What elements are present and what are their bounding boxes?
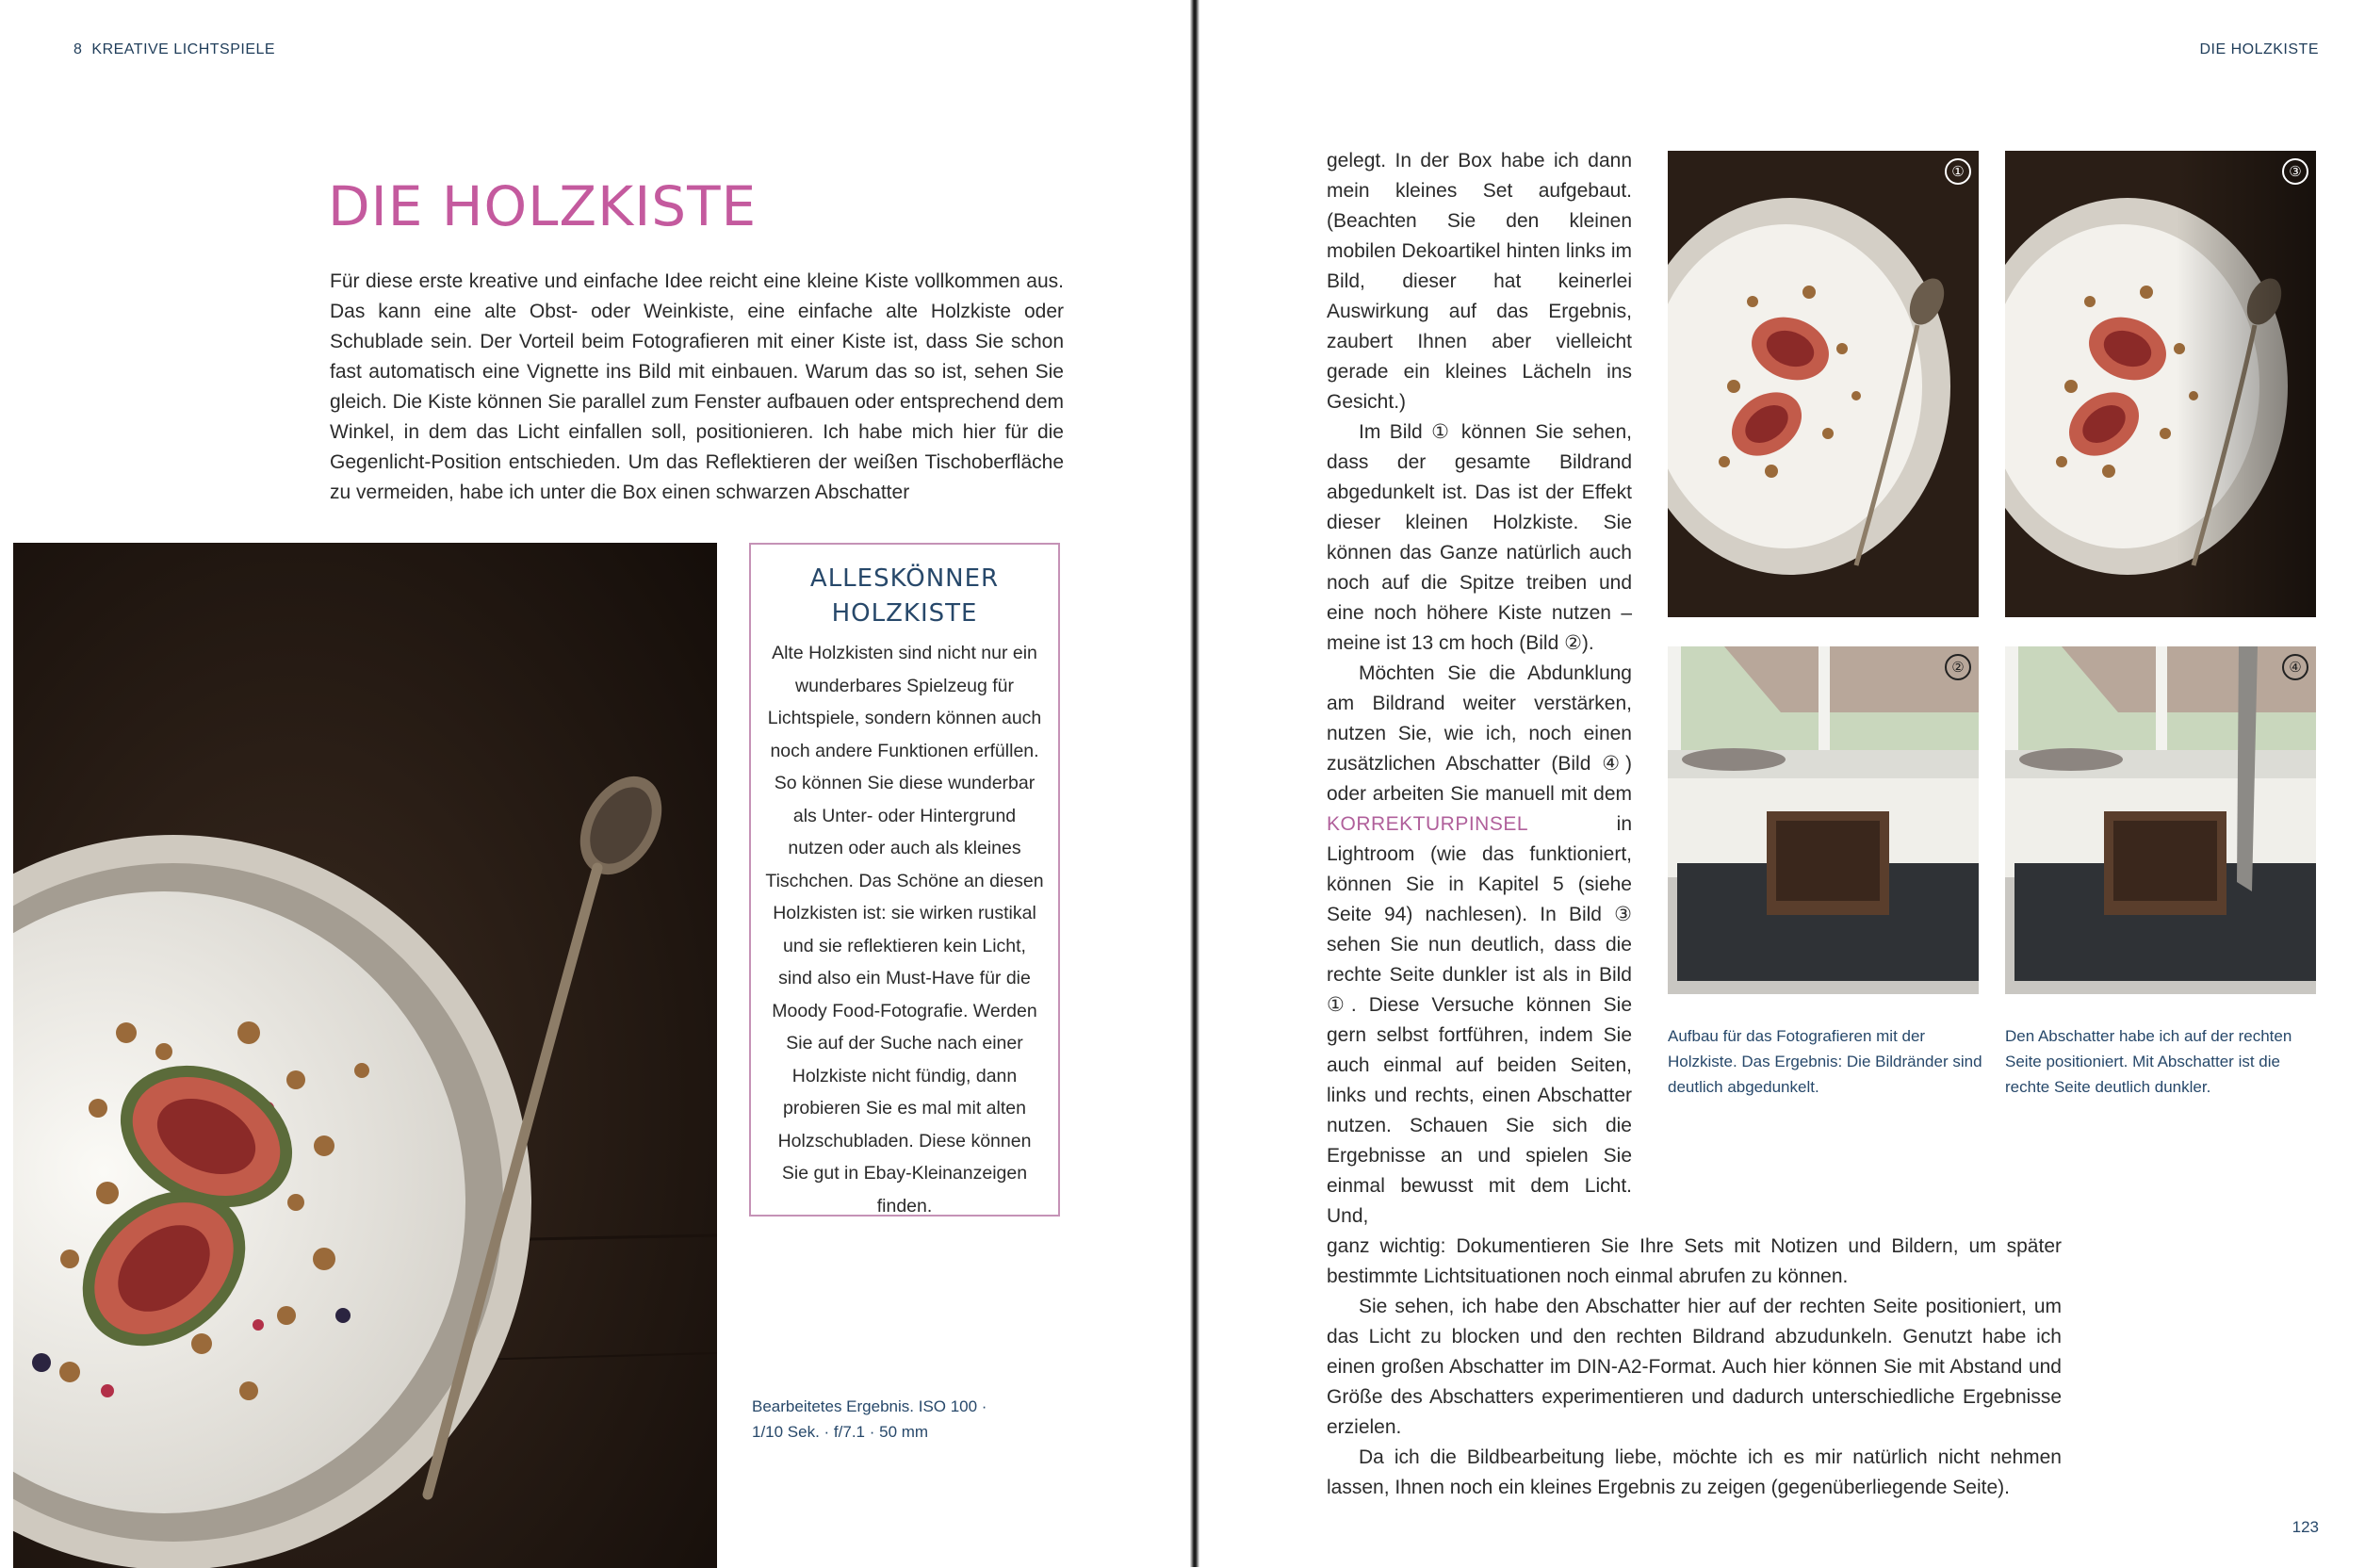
chapter-title: DIE HOLZKISTE <box>328 173 758 238</box>
sidebar-body: Alte Holzkisten sind nicht nur ein wunderbares Spielzeug für Lichtspiele, sondern können auch noch andere Funktionen erfüllen. So können Sie diese wunderbar als Unter- oder Hintergrund nutzen oder auch als kleines Tischchen. Das Schöne an diesen Holzkisten ist: sie wirken rustikal und sie reflektieren kein Licht, sind also ein Must-Have für die Moody Food-Fotografie. Werden Sie auf der Suche nach einer Holzkiste nicht fündig, dann probieren Sie es mal mit alten Holzschubladen. Diese können Sie gut in Ebay-Kleinanzeigen finden. <box>765 643 1044 1217</box>
right-paragraph-3-continued: ganz wichtig: Dokumentieren Sie Ihre Sets mit Notizen und Bildern, um später bestimmte Lichtsituationen noch einmal abrufen zu können. <box>1327 1235 2062 1287</box>
running-head-left <box>73 41 275 58</box>
book-gutter <box>1190 0 1199 1567</box>
right-page <box>1199 0 2365 1567</box>
photo-3-result-abschatter <box>2005 151 2316 617</box>
caption-setup: Aufbau für das Fotografieren mit der Holzkiste. Das Ergebnis: Die Bildränder sind deutlich abgedunkelt. <box>1668 1027 1982 1096</box>
main-photo-caption-line1: Bearbeitetes Ergebnis. ISO 100 · <box>752 1397 987 1415</box>
photo-2-setup <box>1668 646 1979 994</box>
badge-3: ③ <box>2282 158 2308 185</box>
intro-paragraph: Für diese erste kreative und einfache Idee reicht eine kleine Kiste vollkommen aus. Das kann eine alte Obst- oder Weinkiste, eine einfache alte Holzkiste oder Schublade sein. Der Vorteil beim Fotografieren mit einer Kiste ist, dass Sie schon fast automatisch eine Vignette ins Bild mit einbauen. Warum das so ist, sehen Sie gleich. Die Kiste können Sie parallel zum Fenster aufbauen oder entsprechend dem Winkel, in dem das Licht einfallen soll, positionieren. Ich habe mich hier für die Gegenlicht-Position entschieden. Um das Reflektieren der weißen Tischoberfläche zu vermeiden, habe ich unter die Box einen schwarzen Abschatter <box>330 270 1064 503</box>
running-head-right-title: DIE HOLZKISTE <box>2199 41 2319 57</box>
sidebar-box-alleskoenner <box>749 543 1060 1217</box>
badge-1: ① <box>1945 158 1971 185</box>
right-paragraph-3-part2: in Lightroom (wie das funktioniert, können Sie in Kapitel 5 (siehe Seite 94) nachlesen). In Bild ③ sehen Sie nun deutlich, dass die rechte Seite dunkler ist als in Bild ①. Diese Versuche können Sie gern selbst fortführen, indem Sie auch einmal auf beiden Seiten, links und rechts, einen Abschatter nutzen. Schauen Sie sich die Ergebnisse an und spielen Sie einmal bewusst mit dem Licht. Und, <box>1327 813 1632 1227</box>
photo-2-illustration <box>1668 646 1979 994</box>
fig-bowl-illustration <box>13 543 717 1568</box>
photo-4-illustration <box>2005 646 2316 994</box>
photo-1-illustration <box>1668 151 1979 617</box>
chapter-number: 8 <box>73 41 83 57</box>
right-paragraph-4: Sie sehen, ich habe den Abschatter hier auf der rechten Seite positioniert, um das Licht zu blocken und den rechten Bildrand abzudunkeln. Genutzt habe ich einen großen Abschatter im DIN-A2-Format. Auch hier können Sie mit Abstand und Größe des Abschatters experimentieren und dadurch unterschiedliche Ergebnisse erzielen. <box>1327 1296 2062 1438</box>
photo-3-illustration <box>2005 151 2316 617</box>
right-paragraph-1: gelegt. In der Box habe ich dann mein kleines Set aufgebaut. (Beachten Sie den kleinen mobilen Dekoartikel hinten links im Bild, dieser hat keinerlei Auswirkung auf das Ergebnis, zaubert Ihnen aber vielleicht gerade ein kleines Lächeln ins Gesicht.) <box>1327 150 1632 413</box>
main-photo-fig-bowl <box>13 543 717 1568</box>
main-photo-caption <box>752 1394 997 1445</box>
right-paragraph-5: Da ich die Bildbearbeitung liebe, möchte ich es mir natürlich nicht nehmen lassen, Ihnen noch ein kleines Ergebnis zu zeigen (gegenüberliegende Seite). <box>1327 1446 2062 1498</box>
right-paragraph-3-part1: Möchten Sie die Abdunklung am Bildrand weiter verstärken, nutzen Sie, wie ich, noch einen zusätzlichen Abschatter (Bild ④) oder arbeiten Sie manuell mit dem <box>1327 662 1632 805</box>
badge-4: ④ <box>2282 654 2308 680</box>
sidebar-title <box>764 562 1045 631</box>
chapter-name: KREATIVE LICHTSPIELE <box>91 41 276 57</box>
sidebar-title-line1: ALLESKÖNNER <box>809 564 1000 593</box>
sidebar-title-line2: HOLZKISTE <box>831 599 978 628</box>
korrekturpinsel-term: KORREKTURPINSEL <box>1327 813 1529 835</box>
main-photo-caption-line2: 1/10 Sek. · f/7.1 · 50 mm <box>752 1423 929 1441</box>
right-paragraph-2: Im Bild ① können Sie sehen, dass der gesamte Bildrand abgedunkelt ist. Das ist der Effekt dieser kleinen Holzkiste. Sie können das Ganze natürlich auch noch auf die Spitze treiben und eine noch höhere Kiste nutzen – meine ist 13 cm hoch (Bild ②). <box>1327 421 1632 654</box>
photo-4-setup-abschatter <box>2005 646 2316 994</box>
badge-2: ② <box>1945 654 1971 680</box>
page-number: 123 <box>2292 1518 2319 1536</box>
right-paragraph-3 <box>1327 659 1632 1232</box>
caption-abschatter: Den Abschatter habe ich auf der rechten Seite positioniert. Mit Abschatter ist die rechte Seite deutlich dunkler. <box>2005 1027 2292 1096</box>
photo-1-result <box>1668 151 1979 617</box>
